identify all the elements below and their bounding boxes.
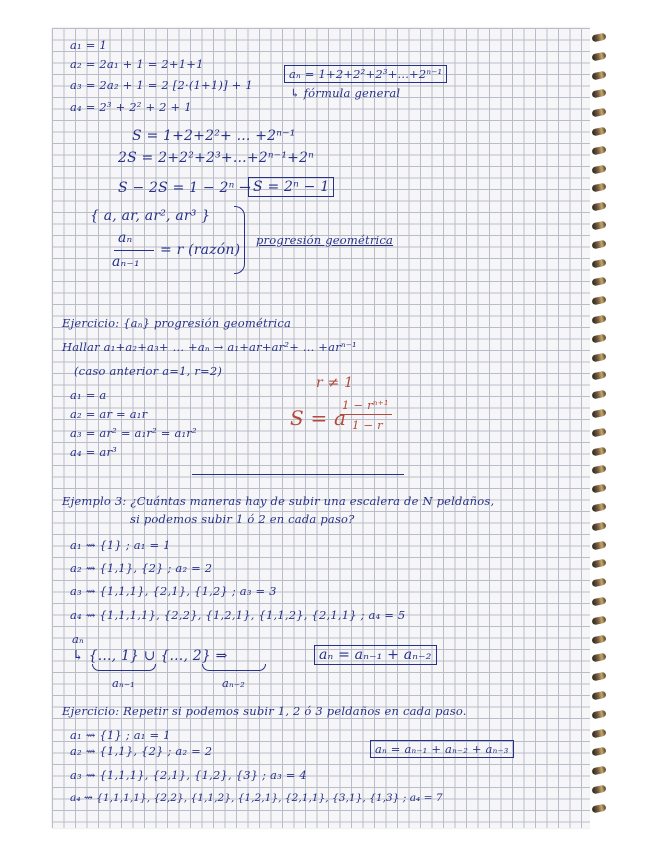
spiral-coil [591,202,606,212]
spiral-coil [591,634,606,644]
spiral-coil [591,127,606,137]
spiral-coil [591,239,606,249]
underbrace-left [92,664,156,671]
spiral-coil [591,258,606,268]
general-term-box: aₙ = 1+2+2²+2³+...+2ⁿ⁻¹ [284,65,447,83]
term-a3: a₃ = ar² = a₁r² = a₁r² [70,426,197,440]
example-3-heading: Ejemplo 3: ¿Cuántas maneras hay de subir una escalera de N peldaños, [62,494,495,508]
sum-formula-denominator: 1 − r [352,418,383,432]
line-a2: a₂ = 2a₁ + 1 = 2+1+1 [70,57,204,71]
spiral-coil [591,51,606,61]
sum-formula-bar [340,414,392,415]
spiral-coil [591,559,606,569]
spiral-coil [591,540,606,550]
steps3-a2: a₂ ⇝ {1,1}, {2} ; a₂ = 2 [70,744,213,758]
spiral-coil [591,390,606,400]
section-divider [192,474,404,475]
spiral-coil [591,521,606,531]
stairs-union: ↳ {..., 1} ∪ {..., 2} ⇒ [72,648,228,664]
spiral-coil [591,183,606,193]
term-a1: a₁ = a [70,388,107,402]
spiral-coil [591,145,606,155]
underbrace-left-label: aₙ₋₁ [112,676,135,690]
spiral-coil [591,89,606,99]
spiral-binding [590,28,612,828]
spiral-coil [591,653,606,663]
geometric-label: progresión geométrica [256,233,394,247]
term-a2: a₂ = ar = a₁r [70,407,148,421]
spiral-coil [591,766,606,776]
spiral-coil [591,352,606,362]
spiral-coil [591,333,606,343]
example-3-continuation: si podemos subir 1 ó 2 en cada paso? [130,512,355,526]
underbrace-right [202,664,266,671]
spiral-coil [591,70,606,80]
spiral-coil [591,465,606,475]
spiral-coil [591,503,606,513]
spiral-coil [591,484,606,494]
spiral-coil [591,672,606,682]
sum-formula-s: S = a [290,406,347,430]
stairs-a2: a₂ ⇝ {1,1}, {2} ; a₂ = 2 [70,561,213,575]
general-formula-note: ↳ fórmula general [290,86,401,100]
spiral-coil [591,709,606,719]
spiral-coil [591,728,606,738]
spiral-coil [591,785,606,795]
stairs-a3: a₃ ⇝ {1,1,1}, {2,1}, {1,2} ; a₃ = 3 [70,584,277,598]
exercise-previous-case: (caso anterior a=1, r=2) [74,364,223,378]
spiral-coil [591,409,606,419]
spiral-coil [591,108,606,118]
spiral-coil [591,691,606,701]
spiral-coil [591,164,606,174]
spiral-coil [591,277,606,287]
r-not-one: r ≠ 1 [316,375,354,391]
exercise-statement: Hallar a₁+a₂+a₃+ ... +aₙ → a₁+ar+ar²+ ... +arⁿ⁻¹ [62,340,357,354]
spiral-coil [591,747,606,757]
fibonacci-recurrence-box: aₙ = aₙ₋₁ + aₙ₋₂ [314,645,437,665]
spiral-coil [591,221,606,231]
sum-difference: S − 2S = 1 − 2ⁿ → [118,180,252,196]
spiral-coil [591,578,606,588]
steps3-a3: a₃ ⇝ {1,1,1}, {2,1}, {1,2}, {3} ; a₃ = 4 [70,768,307,782]
steps3-a4: a₄ ⇝ {1,1,1,1}, {2,2}, {1,1,2}, {1,2,1}, {2,1,1}, {3,1}, {1,3} ; a₄ = 7 [70,792,443,804]
notebook-page [52,28,590,828]
term-a4: a₄ = ar³ [70,445,117,459]
underbrace-right-label: aₙ₋₂ [222,676,245,690]
sum-formula-numerator: 1 − rⁿ⁺¹ [342,398,389,412]
spiral-coil [591,315,606,325]
spiral-coil [591,446,606,456]
ratio-numerator: aₙ [118,230,133,246]
stairs-a1: a₁ ⇝ {1} ; a₁ = 1 [70,538,171,552]
stairs-a4: a₄ ⇝ {1,1,1,1}, {2,2}, {1,2,1}, {1,1,2}, {2,1,1} ; a₄ = 5 [70,608,406,622]
line-a1: a₁ = 1 [70,38,107,52]
spiral-coil [591,597,606,607]
steps3-a1: a₁ ⇝ {1} ; a₁ = 1 [70,728,171,742]
line-a4: a₄ = 2³ + 2² + 2 + 1 [70,100,192,114]
right-brace [234,206,245,274]
sum-result-box: S = 2ⁿ − 1 [248,177,334,197]
sum-s: S = 1+2+2²+ ... +2ⁿ⁻¹ [132,128,296,144]
exercise-2-heading: Ejercicio: Repetir si podemos subir 1, 2 ó 3 peldaños en cada paso. [62,704,467,718]
geometric-set: { a, ar, ar², ar³ } [90,208,211,224]
line-a3: a₃ = 2a₂ + 1 = 2 [2·(1+1)] + 1 [70,78,253,92]
ratio-denominator: aₙ₋₁ [112,254,140,270]
exercise-heading: Ejercicio: {aₙ} progresión geométrica [62,316,292,330]
sum-2s: 2S = 2+2²+2³+...+2ⁿ⁻¹+2ⁿ [118,150,315,166]
spiral-coil [591,296,606,306]
spiral-coil [591,427,606,437]
ratio-fraction-bar [114,250,154,251]
tribonacci-recurrence-box: aₙ = aₙ₋₁ + aₙ₋₂ + aₙ₋₃ [370,740,514,758]
spiral-coil [591,33,606,43]
stairs-an-label: aₙ [72,632,84,646]
spiral-coil [591,371,606,381]
spiral-coil [591,803,606,813]
spiral-coil [591,615,606,625]
ratio-definition: = r (razón) [160,242,241,258]
